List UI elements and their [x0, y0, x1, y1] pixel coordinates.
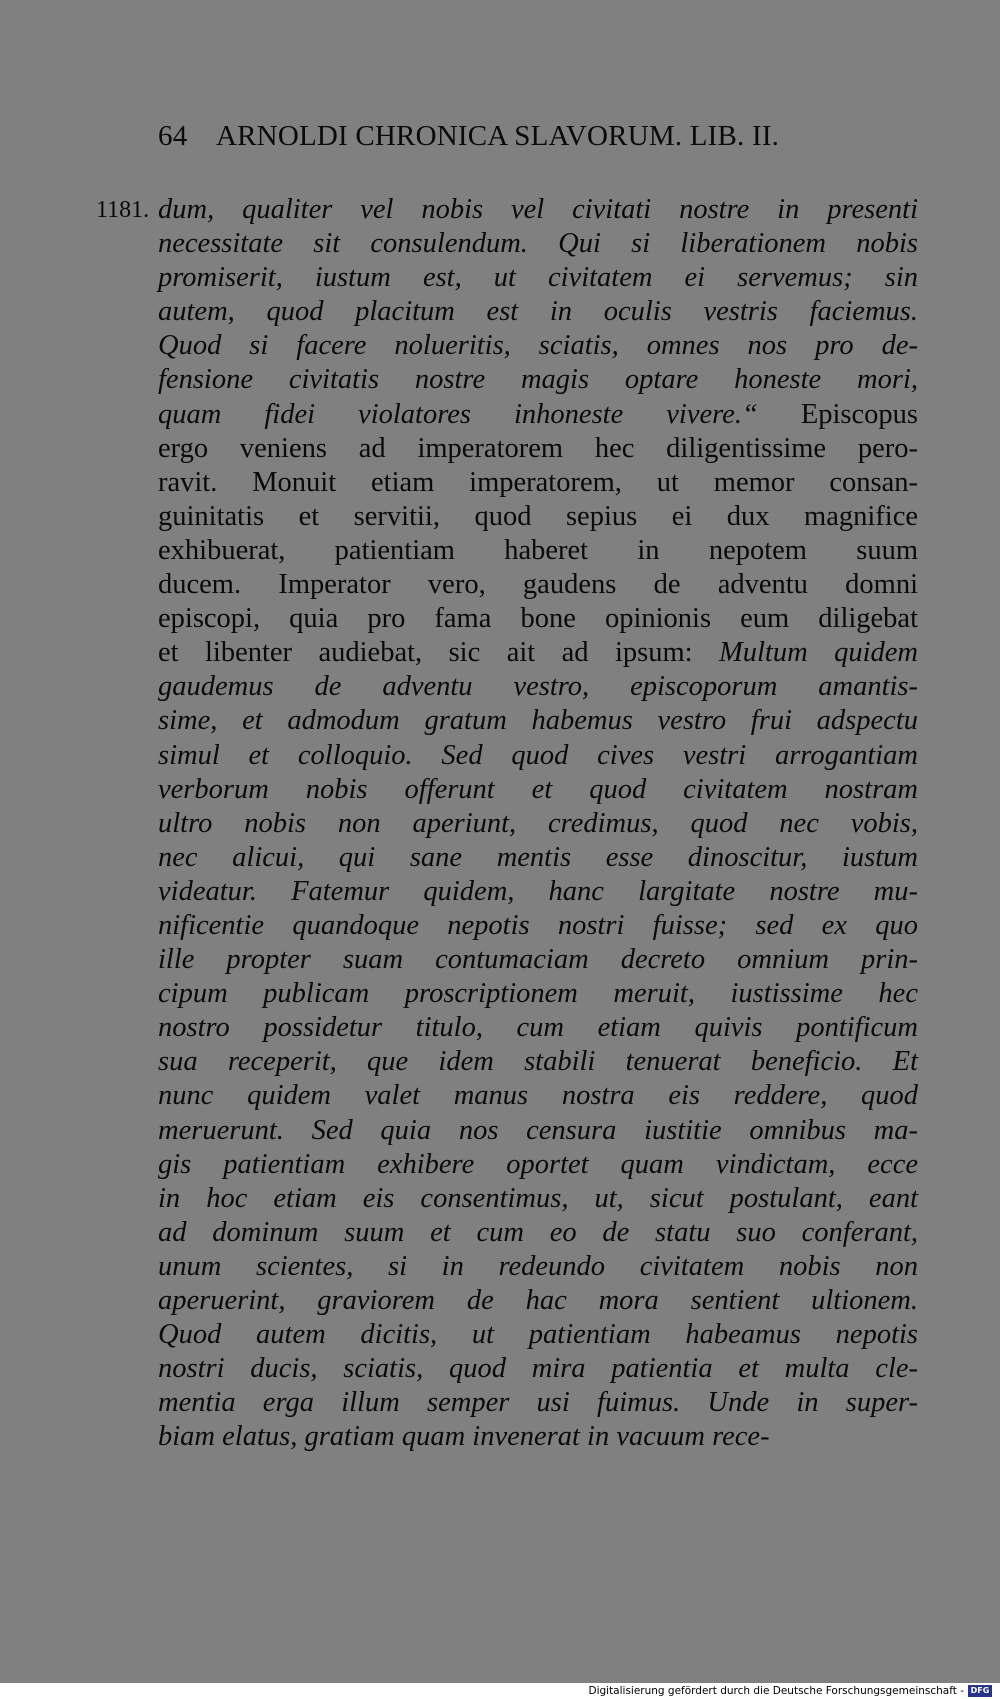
- text-line: mentia erga illum semper usi fuimus. Unde in super-: [158, 1387, 918, 1419]
- dfg-logo: DFG: [968, 1685, 992, 1697]
- text-line: meruerunt. Sed quia nos censura iustitie omnibus ma-: [158, 1114, 918, 1146]
- text-line: promiserit, iustum est, ut civitatem ei servemus; sin: [158, 262, 918, 294]
- text-line: ultro nobis non aperiunt, credimus, quod nec vobis,: [158, 807, 918, 839]
- text-line: nificentie quandoque nepotis nostri fuisse; sed ex quo: [158, 909, 918, 941]
- text-line: cipum publicam proscriptionem meruit, iustissime hec: [158, 978, 918, 1010]
- text-line: ad dominum suum et cum eo de statu suo conferant,: [158, 1216, 918, 1248]
- running-head: [158, 120, 908, 153]
- margin-year: 1181.: [96, 197, 150, 223]
- text-segment: Episcopus: [800, 398, 918, 430]
- text-line: sua receperit, que idem stabili tenuerat beneficio. Et: [158, 1046, 918, 1078]
- text-line: ille propter suam contumaciam decreto omnium prin-: [158, 944, 918, 976]
- text-line: gaudemus de adventu vestro, episcoporum amantis-: [158, 671, 918, 703]
- text-line: in hoc etiam eis consentimus, ut, sicut postulant, eant: [158, 1182, 918, 1214]
- text-segment: quam fidei violatores inhoneste vivere.“: [158, 398, 801, 430]
- text-line: nostro possidetur titulo, cum etiam quivis pontificum: [158, 1012, 918, 1044]
- text-line: exhibuerat, patientiam haberet in nepotem suum: [158, 534, 918, 566]
- text-line: Quod si facere nolueritis, sciatis, omnes nos pro de-: [158, 330, 918, 362]
- text-line: dum, qualiter vel nobis vel civitati nostre in presenti: [158, 194, 918, 225]
- text-line: episcopi, quia pro fama bone opinionis eum diligebat: [158, 603, 918, 635]
- text-line: sime, et admodum gratum habemus vestro frui adspectu: [158, 705, 918, 737]
- text-line: ravit. Monuit etiam imperatorem, ut memor consan-: [158, 466, 918, 498]
- text-line: biam elatus, gratiam quam invenerat in vacuum rece-: [158, 1421, 770, 1453]
- text-line: aperuerint, graviorem de hac mora sentient ultionem.: [158, 1285, 918, 1316]
- footer-bar: [0, 1683, 1000, 1699]
- text-line: guinitatis et servitii, quod sepius ei dux magnifice: [158, 500, 918, 532]
- text-line: simul et colloquio. Sed quod cives vestri arrogantiam: [158, 739, 918, 771]
- text-line: autem, quod placitum est in oculis vestris faciemus.: [158, 296, 918, 328]
- text-line: necessitate sit consulendum. Qui si liberationem nobis: [158, 228, 918, 260]
- page-number: 64: [158, 120, 188, 152]
- text-line: verborum nobis offerunt et quod civitatem nostram: [158, 773, 918, 805]
- body-text: [158, 193, 918, 1454]
- text-line: Quod autem dicitis, ut patientiam habeamus nepotis: [158, 1319, 918, 1351]
- text-segment: Multum quidem: [719, 637, 918, 669]
- footer-credit: Digitalisierung gefördert durch die Deutsche Forschungsgemeinschaft -: [588, 1685, 964, 1697]
- text-line: unum scientes, si in redeundo civitatem nobis non: [158, 1250, 918, 1282]
- text-line: fensione civitatis nostre magis optare honeste mori,: [158, 364, 918, 396]
- text-line: ergo veniens ad imperatorem hec diligentissime pero-: [158, 432, 918, 464]
- text-segment: et libenter audiebat, sic ait ad ipsum:: [158, 637, 719, 669]
- text-line: gis patientiam exhibere oportet quam vindictam, ecce: [158, 1148, 918, 1180]
- text-line: [158, 636, 918, 670]
- text-line: nec alicui, qui sane mentis esse dinoscitur, iustum: [158, 841, 918, 873]
- text-line: [158, 398, 918, 432]
- text-line: ducem. Imperator vero, gaudens de adventu domni: [158, 569, 918, 601]
- text-line: videatur. Fatemur quidem, hanc largitate nostre mu-: [158, 875, 918, 907]
- text-line: nostri ducis, sciatis, quod mira patientia et multa cle-: [158, 1353, 918, 1385]
- running-title: ARNOLDI CHRONICA SLAVORUM. LIB. II.: [216, 120, 780, 152]
- text-line: nunc quidem valet manus nostra eis reddere, quod: [158, 1080, 918, 1112]
